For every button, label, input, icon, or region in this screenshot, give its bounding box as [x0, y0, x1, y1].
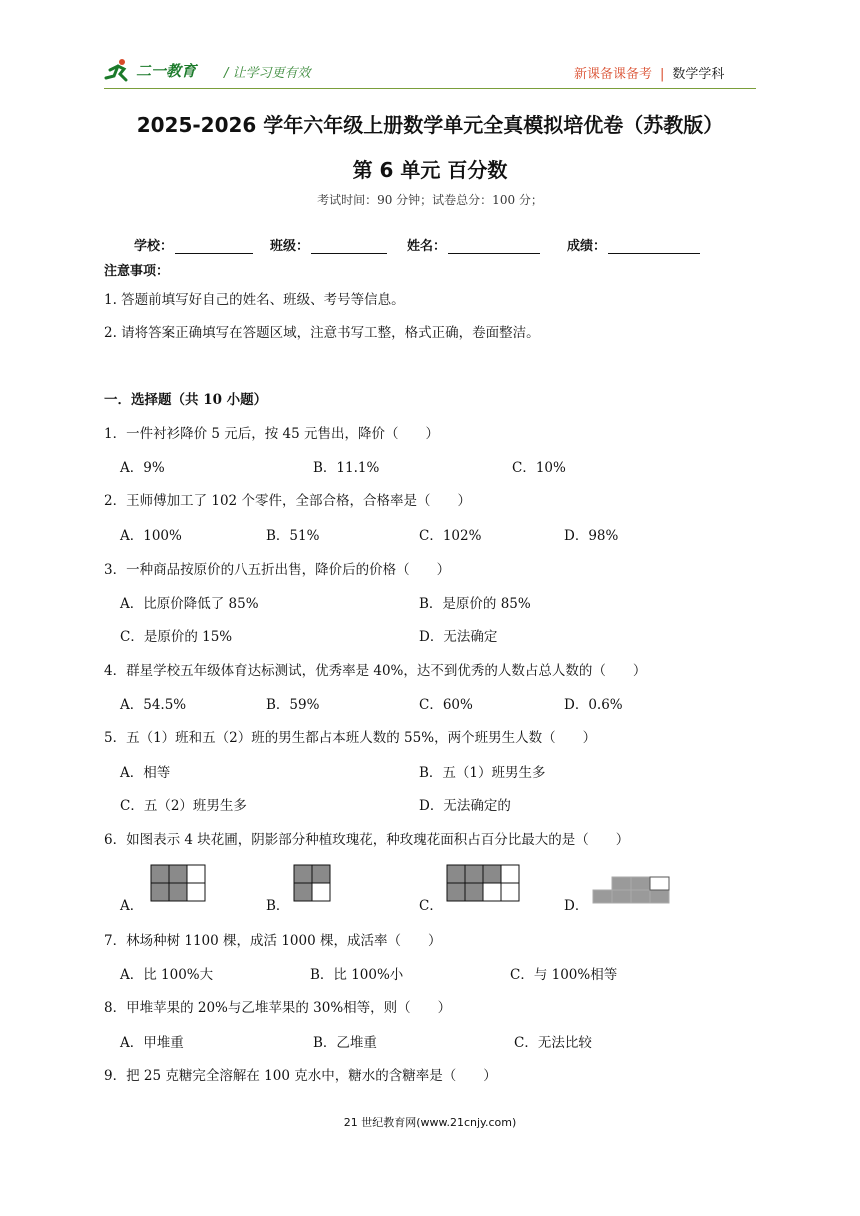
logo-text: 二一教育 — [136, 61, 197, 80]
garden-figure-d — [592, 875, 672, 905]
header-label-subject: 数学学科 — [672, 67, 725, 82]
student-info-fields — [134, 235, 727, 254]
option-a[interactable]: A．相等 — [120, 765, 171, 781]
page-footer: 21 世纪教育网(www.21cnjy.com) — [343, 1116, 517, 1129]
option-d[interactable]: D．无法确定 — [419, 629, 498, 645]
option-c[interactable]: C．10% — [512, 460, 566, 476]
page-subtitle: 第 6 单元 百分数 — [352, 158, 508, 182]
option-b[interactable]: B．比 100%小 — [310, 967, 404, 983]
option-c[interactable]: C．与 100%相等 — [510, 967, 618, 983]
school-blank[interactable] — [175, 239, 253, 254]
notes-heading: 注意事项： — [104, 264, 170, 279]
option-a[interactable]: A．54.5% — [120, 697, 187, 713]
garden-figure-c — [446, 864, 524, 904]
option-d[interactable]: D． — [564, 898, 589, 914]
note-item: 2. 请将答案正确填写在答题区域，注意书写工整，格式正确，卷面整洁。 — [104, 325, 540, 341]
field-name: 姓名： — [407, 235, 567, 254]
option-b[interactable]: B．是原价的 85% — [419, 596, 531, 612]
question-stem: 2．王师傅加工了 102 个零件，全部合格，合格率是（ ） — [104, 493, 471, 509]
question-stem: 3．一种商品按原价的八五折出售，降价后的价格（ ） — [104, 562, 451, 578]
question-stem: 4．群星学校五年级体育达标测试，优秀率是 40%，达不到优秀的人数占总人数的（ ） — [104, 663, 647, 679]
option-b[interactable]: B．11.1% — [313, 460, 380, 476]
question-stem: 9．把 25 克糖完全溶解在 100 克水中，糖水的含糖率是（ ） — [104, 1068, 497, 1084]
option-d[interactable]: D．98% — [564, 528, 619, 544]
option-c[interactable]: C．五（2）班男生多 — [120, 798, 247, 814]
option-b[interactable]: B．51% — [266, 528, 320, 544]
runner-logo-icon — [104, 58, 132, 82]
option-a[interactable]: A．100% — [120, 528, 182, 544]
note-item: 1. 答题前填写好自己的姓名、班级、考号等信息。 — [104, 292, 405, 308]
slogan: / 让学习更有效 — [224, 66, 311, 81]
option-c[interactable]: C．是原价的 15% — [120, 629, 233, 645]
option-c[interactable]: C．60% — [419, 697, 473, 713]
option-b[interactable]: B．五（1）班男生多 — [419, 765, 546, 781]
option-b[interactable]: B．59% — [266, 697, 320, 713]
option-d[interactable]: D．0.6% — [564, 697, 623, 713]
header-right — [574, 63, 724, 82]
option-c[interactable]: C．102% — [419, 528, 482, 544]
option-d[interactable]: D．无法确定的 — [419, 798, 511, 814]
class-blank[interactable] — [311, 239, 387, 254]
question-stem: 8．甲堆苹果的 20%与乙堆苹果的 30%相等，则（ ） — [104, 1000, 452, 1016]
header-separator: | — [660, 67, 665, 82]
page-title: 2025-2026 学年六年级上册数学单元全真模拟培优卷（苏教版） — [136, 113, 724, 137]
header-label-course: 新课备课备考 — [574, 67, 653, 82]
header-divider — [104, 88, 756, 89]
garden-figure-b — [293, 864, 333, 904]
question-stem: 1．一件衬衫降价 5 元后，按 45 元售出，降价（ ） — [104, 426, 440, 442]
field-score: 成绩： — [567, 235, 727, 254]
option-a[interactable]: A．比 100%大 — [120, 967, 214, 983]
option-b[interactable]: B． — [266, 898, 290, 914]
option-a[interactable]: A．比原价降低了 85% — [120, 596, 259, 612]
option-a[interactable]: A．9% — [120, 460, 165, 476]
question-stem: 5．五（1）班和五（2）班的男生都占本班人数的 55%，两个班男生人数（ ） — [104, 730, 597, 746]
field-class: 班级： — [270, 235, 407, 254]
option-c[interactable]: C．无法比较 — [514, 1035, 592, 1051]
exam-meta: 考试时间：90 分钟；试卷总分：100 分； — [317, 193, 543, 207]
option-b[interactable]: B．乙堆重 — [313, 1035, 377, 1051]
section-title: 一．选择题（共 10 小题） — [104, 392, 268, 408]
logo — [104, 58, 196, 82]
question-stem: 6．如图表示 4 块花圃，阴影部分种植玫瑰花，种玫瑰花面积占百分比最大的是（ ） — [104, 832, 630, 848]
option-a[interactable]: A．甲堆重 — [120, 1035, 184, 1051]
option-c[interactable]: C． — [419, 898, 443, 914]
garden-figure-a — [150, 864, 208, 904]
score-blank[interactable] — [608, 239, 700, 254]
question-stem: 7．林场种树 1100 棵，成活 1000 棵，成活率（ ） — [104, 933, 442, 949]
name-blank[interactable] — [448, 239, 540, 254]
field-school: 学校： — [134, 235, 270, 254]
option-a[interactable]: A． — [120, 898, 144, 914]
